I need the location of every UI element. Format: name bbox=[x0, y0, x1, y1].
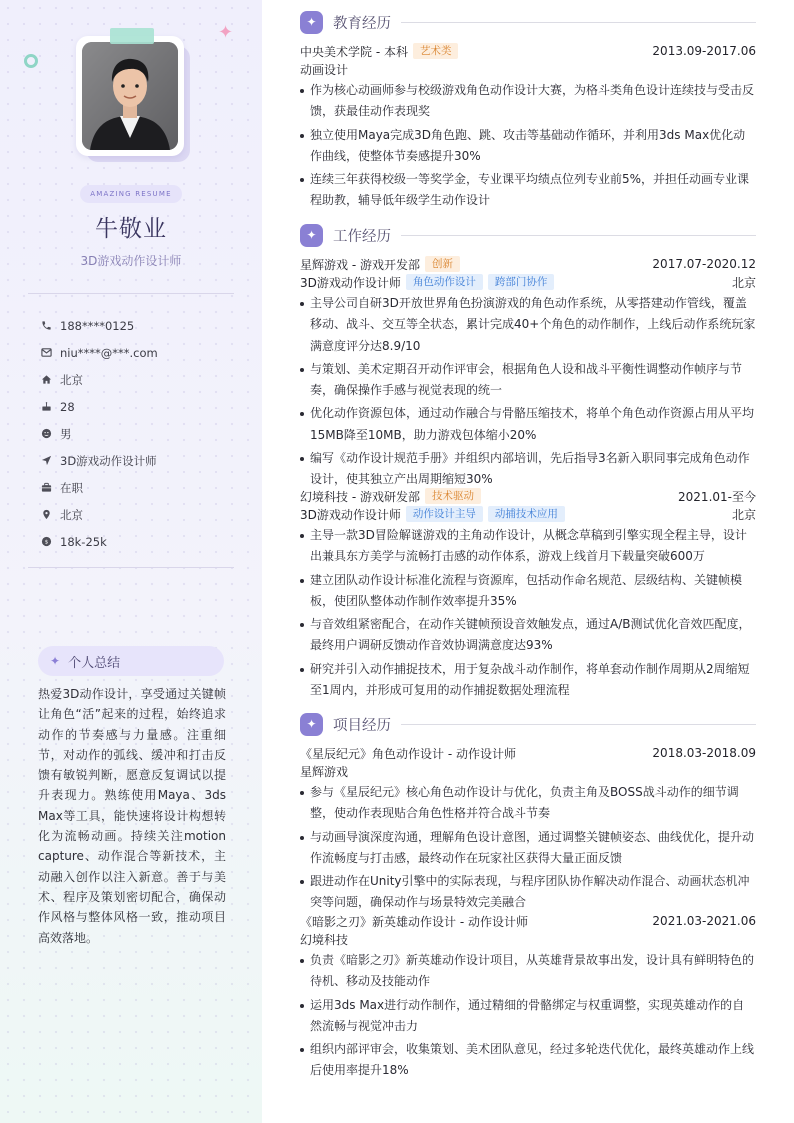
sparkle-icon: ✦ bbox=[218, 22, 234, 43]
list-item: 跟进动作在Unity引擎中的实际表现，与程序团队协作解决动作混合、动画状态机冲突等问题，确保动作与场景特效完美融合 bbox=[300, 871, 756, 914]
list-item: 负责《暗影之刃》新英雄动作设计项目，从英雄背景故事出发，设计具有鲜明特色的待机、移动及技能动作 bbox=[300, 950, 756, 993]
project-org-row bbox=[300, 930, 756, 948]
sparkle-icon: ✦ bbox=[300, 713, 323, 736]
job-entry bbox=[300, 255, 756, 492]
list-item: 作为核心动画师参与校级游戏角色动作设计大赛，为格斗类角色设计连续技与受击反馈，获最佳动作表现奖 bbox=[300, 80, 756, 123]
person-portrait-icon bbox=[82, 42, 178, 150]
job-city: 北京 bbox=[731, 275, 756, 290]
role-tag: 角色动作设计 bbox=[406, 274, 483, 290]
phone-icon bbox=[40, 320, 52, 332]
company-name: 幻境科技 - 游戏研发部 bbox=[300, 489, 420, 504]
list-item: 主导公司自研3D开放世界角色扮演游戏的角色动作系统，从零搭建动作管线，覆盖移动、战斗、交互等全状态，累计完成40+个角色的动作制作，上线后动作系统玩家满意度评分达8.9/10 bbox=[300, 293, 756, 357]
info-value: 北京 bbox=[60, 372, 83, 387]
info-value: 188****0125 bbox=[60, 318, 135, 333]
sparkle-icon: ✦ bbox=[300, 11, 323, 34]
project-bullets bbox=[300, 782, 756, 914]
info-value: 3D游戏动作设计师 bbox=[60, 453, 157, 468]
company-tag: 技术驱动 bbox=[425, 488, 481, 504]
job-title: 3D游戏动作设计师 bbox=[80, 254, 182, 268]
project-name: 《暗影之刃》新英雄动作设计 - 动作设计师 bbox=[300, 914, 528, 929]
send-icon bbox=[40, 455, 52, 467]
info-value: 28 bbox=[60, 399, 75, 414]
school-tag: 艺术类 bbox=[413, 43, 459, 59]
role-row bbox=[300, 273, 756, 291]
list-item: 独立使用Maya完成3D角色跑、跳、攻击等基础动作循环，并利用3ds Max优化动作曲线，使整体节奏感提升30% bbox=[300, 125, 756, 168]
info-email bbox=[40, 339, 240, 366]
info-value: 18k-25k bbox=[60, 534, 107, 549]
info-status bbox=[40, 474, 240, 501]
list-item: 研究并引入动作捕捉技术，用于复杂战斗动作制作，将单套动作制作周期从2周缩短至1周内，并形成可复用的动作捕捉数据处理流程 bbox=[300, 659, 756, 702]
role-tag: 动作设计主导 bbox=[406, 506, 483, 522]
info-position bbox=[40, 447, 240, 474]
education-bullets bbox=[300, 80, 756, 212]
job-header-row bbox=[300, 487, 756, 505]
school-name: 中央美术学院 - 本科 bbox=[300, 44, 408, 59]
svg-text:$: $ bbox=[44, 539, 48, 546]
company-name: 星辉游戏 - 游戏开发部 bbox=[300, 257, 420, 272]
job-bullets bbox=[300, 293, 756, 491]
list-item: 参与《星辰纪元》核心角色动作设计与优化，负责主角及BOSS战斗动作的细节调整，使动作表现贴合角色性格并符合战斗节奏 bbox=[300, 782, 756, 825]
section-divider bbox=[401, 22, 756, 23]
project-header-row bbox=[300, 744, 756, 762]
project-date: 2018.03-2018.09 bbox=[652, 746, 756, 760]
mail-icon bbox=[40, 347, 52, 359]
profile-photo-card bbox=[76, 36, 188, 160]
project-bullets bbox=[300, 950, 756, 1082]
education-date: 2013.09-2017.06 bbox=[652, 44, 756, 58]
job-header-row bbox=[300, 255, 756, 273]
sidebar bbox=[0, 0, 262, 1123]
list-item: 主导一款3D冒险解谜游戏的主角动作设计，从概念草稿到引擎实现全程主导，设计出兼具东方美学与流畅打击感的动作体系，游戏上线首月下载量突破600万 bbox=[300, 525, 756, 568]
major-row bbox=[300, 60, 756, 78]
work-section-heading bbox=[300, 223, 756, 247]
cake-icon bbox=[40, 401, 52, 413]
amazing-resume-badge: AMAZING RESUME bbox=[80, 185, 182, 203]
role-tag: 动捕技术应用 bbox=[488, 506, 565, 522]
project-name: 《星辰纪元》角色动作设计 - 动作设计师 bbox=[300, 746, 516, 761]
project-date: 2021.03-2021.06 bbox=[652, 914, 756, 928]
project-org-row bbox=[300, 762, 756, 780]
list-item: 组织内部评审会，收集策划、美术团队意见，经过多轮迭代优化，最终英雄动作上线后使用率提升18% bbox=[300, 1039, 756, 1082]
person-name: 牛敬业 bbox=[95, 216, 167, 242]
job-city: 北京 bbox=[731, 507, 756, 522]
sparkle-icon: ✦ bbox=[300, 224, 323, 247]
summary-text: 热爱3D动作设计，享受通过关键帧让角色“活”起来的过程，始终追求动作的节奏感与力量感。注重细节，对动作的弧线、缓冲和打击反馈有敏锐判断，愿意反复调试以提升表现力。熟练使用Maya、3ds Max等工具，能快速将设计构想转化为流畅动画。持续关注motion capture、动作混合等新技术，主动融入创作以注入新意。善于与美术、程序及策划密切配合，确保动作风格与整体风格一致，推动项目高效落地。 bbox=[38, 687, 226, 945]
info-location bbox=[40, 501, 240, 528]
job-entry bbox=[300, 487, 756, 702]
education-section-heading bbox=[300, 10, 756, 34]
location-icon bbox=[40, 509, 52, 521]
ring-decoration bbox=[24, 54, 38, 68]
projects-section-heading bbox=[300, 712, 756, 736]
home-icon bbox=[40, 374, 52, 386]
section-divider bbox=[401, 235, 756, 236]
info-value: 男 bbox=[60, 426, 72, 441]
contact-info-list bbox=[40, 312, 240, 555]
list-item: 运用3ds Max进行动作制作，通过精细的骨骼绑定与权重调整，实现英雄动作的自然流畅与视觉冲击力 bbox=[300, 995, 756, 1038]
info-home bbox=[40, 366, 240, 393]
gender-icon bbox=[40, 428, 52, 440]
info-salary bbox=[40, 528, 240, 555]
role: 3D游戏动作设计师 bbox=[300, 507, 401, 522]
sparkle-icon: ✦ bbox=[50, 654, 61, 668]
list-item: 与策划、美术定期召开动作评审会，根据角色人设和战斗平衡性调整动作帧序与节奏，确保操作手感与视觉表现的统一 bbox=[300, 359, 756, 402]
summary-title: 个人总结 bbox=[68, 655, 121, 671]
role-tag: 跨部门协作 bbox=[488, 274, 555, 290]
divider bbox=[28, 567, 234, 568]
list-item: 优化动作资源包体，通过动作融合与骨骼压缩技术，将单个角色动作资源占用从平均15MB降至10MB，助力游戏包体缩小20% bbox=[300, 403, 756, 446]
info-value: niu****@***.com bbox=[60, 345, 158, 360]
job-bullets bbox=[300, 525, 756, 701]
project-org: 幻境科技 bbox=[300, 932, 349, 947]
section-title: 教育经历 bbox=[333, 15, 391, 32]
info-gender bbox=[40, 420, 240, 447]
list-item: 与音效组紧密配合，在动作关键帧预设音效触发点，通过A/B测试优化音效匹配度，最终用户调研反馈动作音效协调满意度达93% bbox=[300, 614, 756, 657]
salary-icon bbox=[40, 536, 52, 548]
education-header-row bbox=[300, 42, 756, 60]
list-item: 连续三年获得校级一等奖学金，专业课平均绩点位列专业前5%，并担任动画专业课程助教，辅导低年级学生动作设计 bbox=[300, 169, 756, 212]
job-date: 2017.07-2020.12 bbox=[652, 257, 756, 271]
info-phone bbox=[40, 312, 240, 339]
list-item: 建立团队动作设计标准化流程与资源库，包括动作命名规范、层级结构、关键帧模板，使团队整体动作制作效率提升35% bbox=[300, 570, 756, 613]
section-title: 项目经历 bbox=[333, 717, 391, 734]
list-item: 与动画导演深度沟通，理解角色设计意图，通过调整关键帧姿态、曲线优化，提升动作流畅度与打击感，最终动作在玩家社区获得大量正面反馈 bbox=[300, 827, 756, 870]
section-title: 工作经历 bbox=[333, 228, 391, 245]
summary-heading bbox=[38, 646, 224, 676]
role-row bbox=[300, 505, 756, 523]
list-item: 编写《动作设计规范手册》并组织内部培训，先后指导3名新入职同事完成角色动作设计，使其独立产出周期缩短30% bbox=[300, 448, 756, 491]
tape-decoration bbox=[110, 28, 154, 44]
project-entry bbox=[300, 912, 756, 1083]
info-value: 北京 bbox=[60, 507, 83, 522]
project-header-row bbox=[300, 912, 756, 930]
info-age bbox=[40, 393, 240, 420]
avatar bbox=[82, 42, 178, 150]
project-org: 星辉游戏 bbox=[300, 764, 349, 779]
info-value: 在职 bbox=[60, 480, 83, 495]
section-divider bbox=[401, 724, 756, 725]
education-entry bbox=[300, 42, 756, 213]
role: 3D游戏动作设计师 bbox=[300, 275, 401, 290]
company-tag: 创新 bbox=[425, 256, 460, 272]
divider bbox=[28, 293, 234, 294]
project-entry bbox=[300, 744, 756, 915]
briefcase-icon bbox=[40, 482, 52, 494]
major: 动画设计 bbox=[300, 62, 349, 77]
job-date: 2021.01-至今 bbox=[678, 489, 756, 504]
